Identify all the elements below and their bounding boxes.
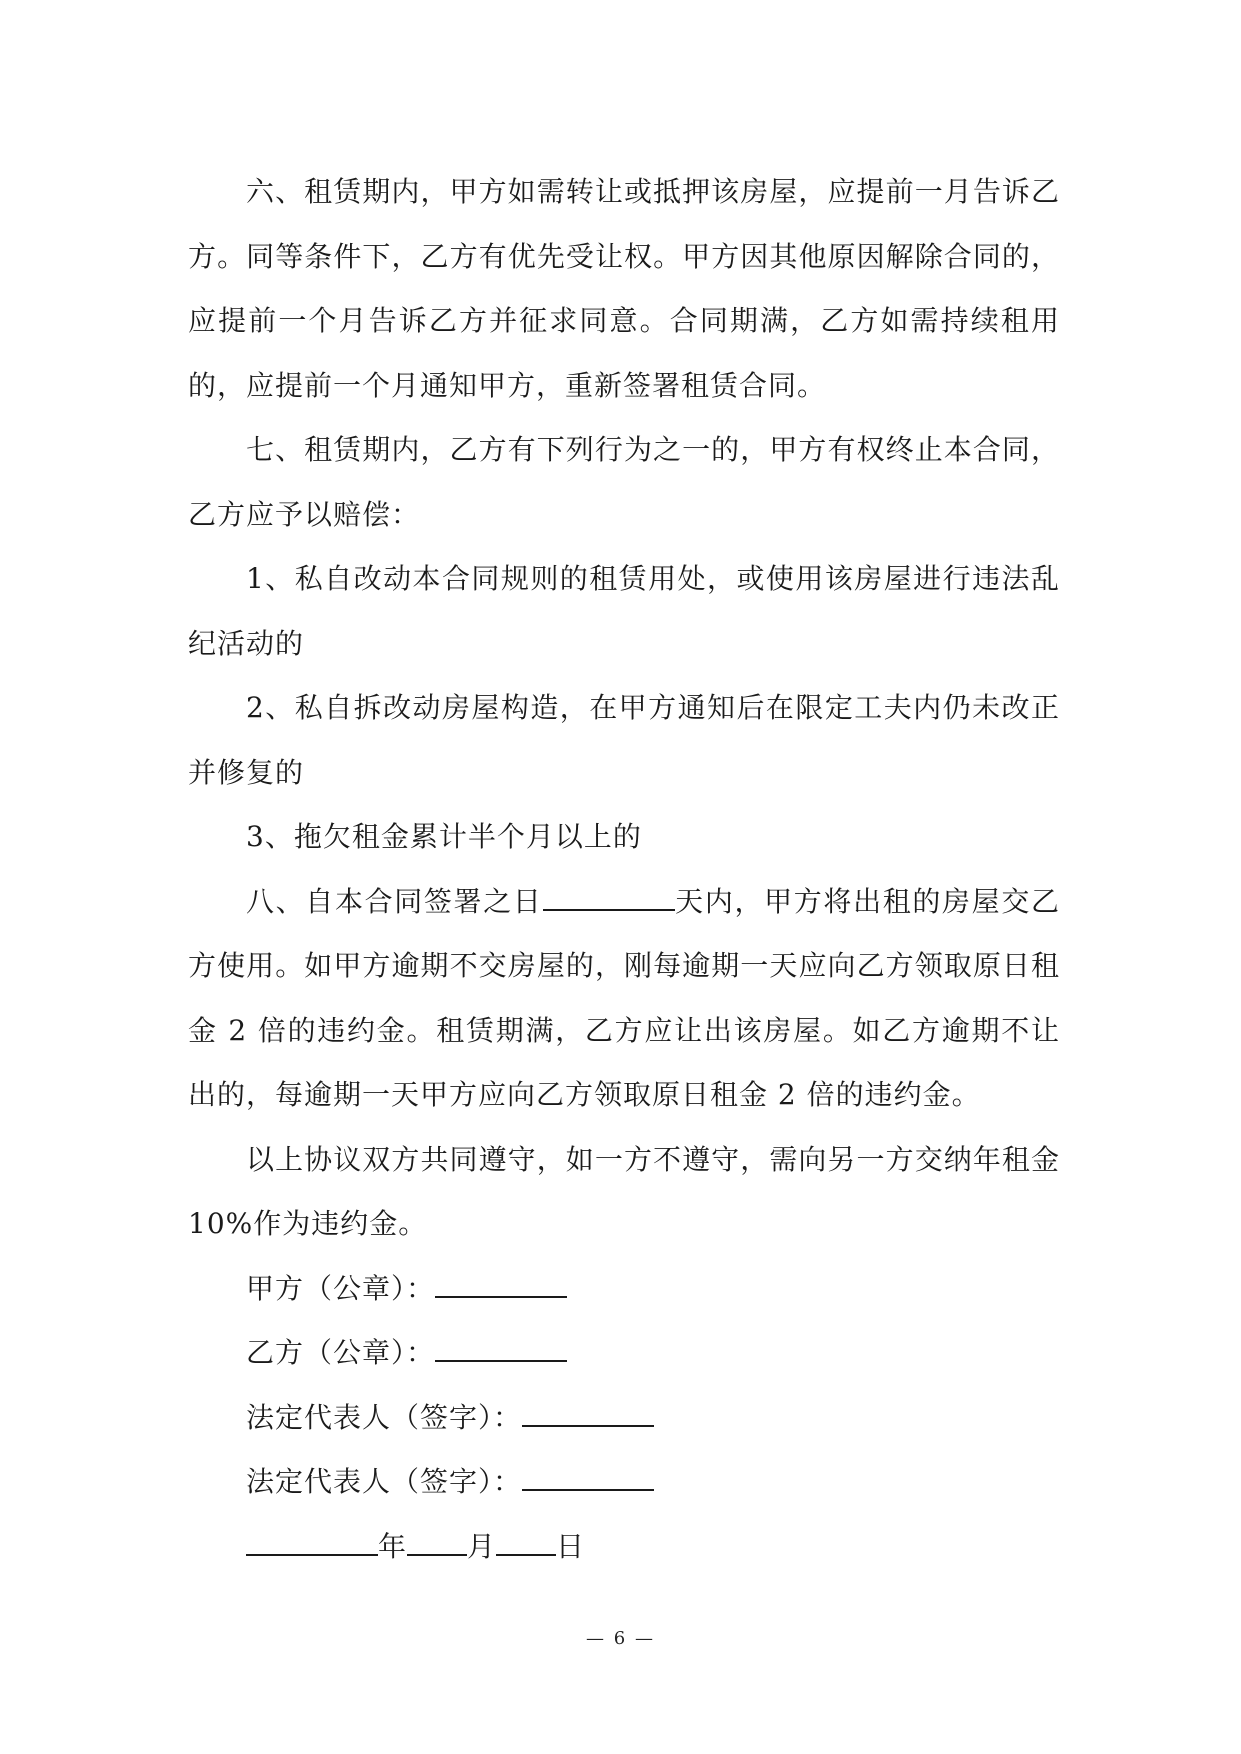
legal-rep-1-blank: [522, 1399, 654, 1427]
party-b-label: 乙方（公章）：: [246, 1336, 436, 1369]
clause-7-item-3: 3、拖欠租金累计半个月以上的: [246, 820, 642, 853]
days-blank-line: [543, 883, 675, 911]
legal-rep-2-blank: [522, 1463, 654, 1491]
date-line: [188, 1515, 1060, 1580]
legal-rep-1-label: 法定代表人（签字）：: [246, 1400, 523, 1434]
party-a-label: 甲方（公章）：: [246, 1271, 436, 1305]
party-a-blank: [435, 1270, 567, 1298]
clause-7-paragraph: 七、租赁期内，乙方有下列行为之一的，甲方有权终止本合同，乙方应予以赔偿：: [188, 433, 1060, 531]
clause-6-paragraph: 六、租赁期内，甲方如需转让或抵押该房屋，应提前一月告诉乙方。同等条件下，乙方有优先受让权。甲方因其他原因解除合同的，应提前一个月告诉乙方并征求同意。合同期满，乙方如需持续租用的，应提前一个月通知甲方，重新签署租赁合同。: [188, 175, 1060, 402]
clause-7-item-2: 2、私自拆改动房屋构造，在甲方通知后在限定工夫内仍未改正并修复的: [188, 691, 1060, 789]
clause-7-item-1: 1、私自改动本合同规则的租赁用处，或使用该房屋进行违法乱纪活动的: [188, 562, 1060, 660]
day-blank: [496, 1528, 556, 1556]
year-blank: [246, 1528, 378, 1556]
closing-paragraph: 以上协议双方共同遵守，如一方不遵守，需向另一方交纳年租金 10%作为违约金。: [188, 1142, 1060, 1240]
party-a-signature-line: [188, 1257, 1060, 1322]
party-b-blank: [435, 1334, 567, 1362]
clause-8-before-blank: 八、自本合同签署之日: [246, 884, 543, 918]
legal-rep-2-label: 法定代表人（签字）：: [246, 1465, 523, 1498]
clause-8-paragraph: [188, 870, 1060, 1128]
day-label: 日: [556, 1529, 586, 1563]
clause-8-after-blank: 天内，甲方将出租的房屋交乙方使用。如甲方逾期不交房屋的，刚每逾期一天应向乙方领取原日租金 2 倍的违约金。租赁期满，乙方应让出该房屋。如乙方逾期不让出的，每逾期一天甲方应向乙方领取原日租金 2 倍的违约金。: [188, 884, 1060, 1111]
party-b-signature-line: [188, 1321, 1060, 1386]
month-blank: [407, 1528, 467, 1556]
legal-rep-1-signature-line: [188, 1386, 1060, 1451]
month-label: 月: [467, 1529, 497, 1563]
year-label: 年: [378, 1529, 408, 1563]
page-number: — 6 —: [586, 1628, 655, 1649]
document-body: [188, 160, 1060, 1579]
legal-rep-2-signature-line: [188, 1450, 1060, 1515]
